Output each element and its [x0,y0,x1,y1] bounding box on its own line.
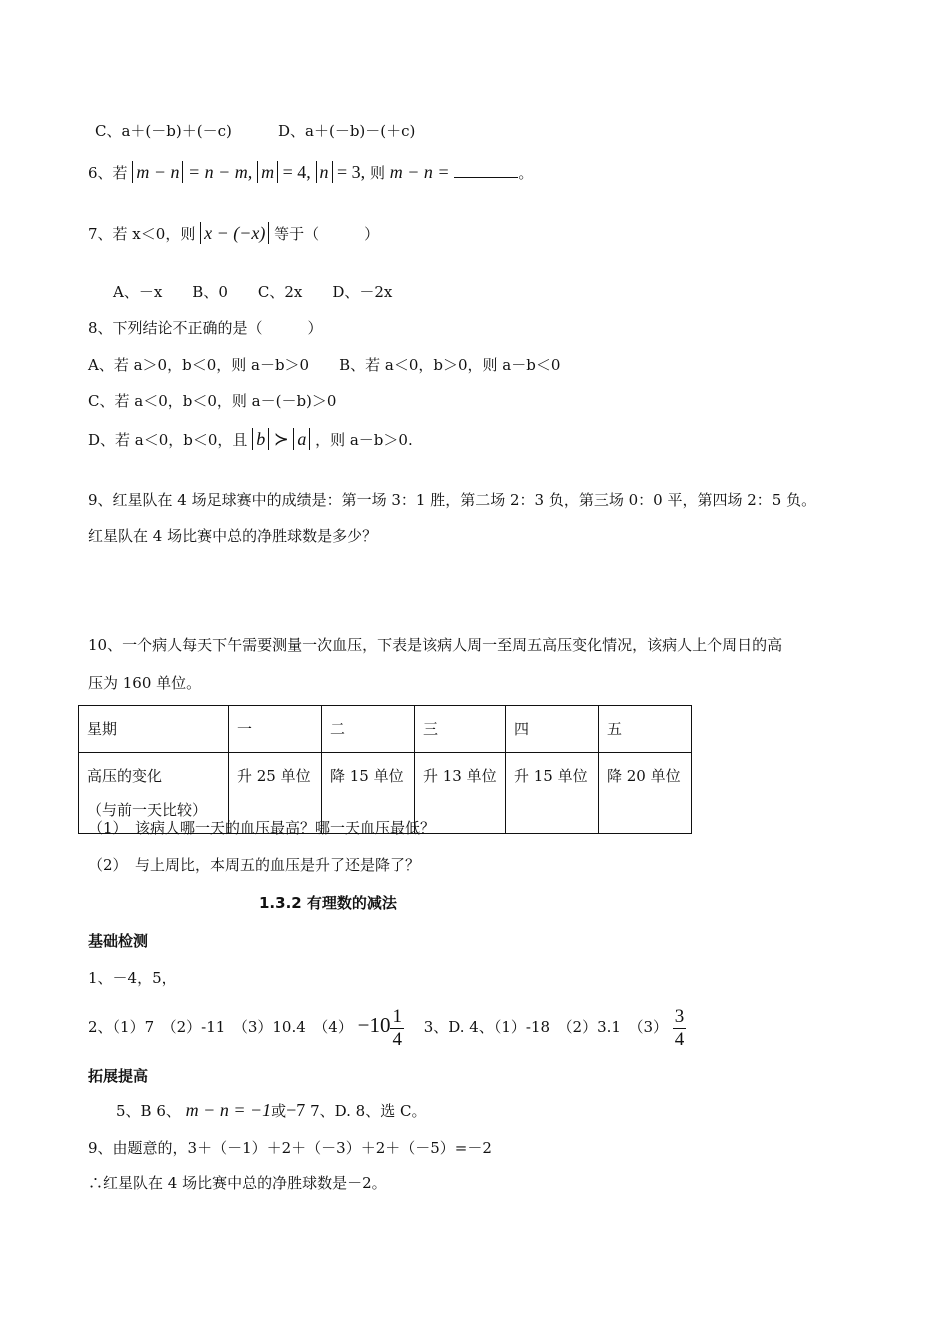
q8-d-prefix: D、若 a＜0，b＜0，且 [88,431,248,449]
table-cell: 升 15 单位 [506,753,599,834]
answer-5-prefix: 5、B 6、 [116,1102,181,1120]
row-label-line-2: （与前一天比较） [87,801,208,819]
answer-2-part-1: 2、（1）7 （2）-11 （3）10.4 （4） [88,1018,353,1036]
q6-eq1: = n − m, [183,162,253,182]
table-header-cell: 四 [506,706,599,753]
table-header-cell: 一 [229,706,322,753]
q8-abs-a: a [293,428,310,450]
table-header-cell: 二 [322,706,415,753]
question-7 [88,222,379,246]
answer-2-part-2: 3、D. 4、（1）-18 （2）3.1 （3） [408,1018,668,1036]
answer-2-fraction [390,1006,404,1051]
answer-2 [88,1002,686,1051]
q10-sub-2: （2） 与上周比，本周五的血压是升了还是降了？ [88,856,421,874]
answer-9-line-2: ∴红星队在 4 场比赛中总的净胜球数是－2。 [88,1174,387,1192]
answer-1: 1、－4，5， [88,969,177,987]
q10-line-2: 压为 160 单位。 [88,674,202,692]
q7-options: A、－x B、0 C、2x D、－2x [113,283,393,301]
q6-then: 则 [369,164,385,182]
q6-end: 。 [518,164,534,182]
q10-line-1: 10、一个病人每天下午需要测量一次血压，下表是该病人周一至周五高压变化情况，该病人上个周日的高 [88,636,783,654]
q6-abs-m: m [257,161,278,183]
table-header-cell: 星期 [79,706,229,753]
table-cell: 升 13 单位 [415,753,506,834]
q7-prefix: 7、若 x＜0，则 [88,225,196,243]
table-cell: 升 25 单位 [229,753,322,834]
extension-heading: 拓展提高 [88,1067,149,1085]
row-label-line-1: 高压的变化 [87,767,163,785]
basic-heading: 基础检测 [88,932,149,950]
fraction-denominator: 4 [674,1028,685,1050]
q6-answer-blank [454,163,518,178]
answer-6-expression: m − n = −1 [185,1100,272,1120]
answer-6-neg7: −7 [286,1100,306,1120]
q6-eq3: = 3, [332,162,366,182]
q8-d-suffix: ，则 a－b＞0. [315,431,413,449]
table-header-cell: 五 [599,706,692,753]
q8-option-c: C、若 a＜0，b＜0，则 a－(－b)＞0 [88,392,337,410]
answer-9-line-1: 9、由题意的，3＋（－1）＋2＋（－3）＋2＋（－5）=－2 [88,1139,492,1157]
q6-prefix: 6、若 [88,164,128,182]
q5-option-c: C、a＋(－b)＋(－c) [95,122,232,140]
table-header-cell: 三 [415,706,506,753]
q8-stem: 8、下列结论不正确的是（ ） [88,319,323,337]
q5-option-d: D、a＋(－b)－(＋c) [278,122,416,140]
answer-5-suffix: 7、D. 8、选 C。 [310,1102,427,1120]
answer-6-or: 或 [271,1102,287,1120]
table-cell: 降 15 单位 [322,753,415,834]
table-cell: 降 20 单位 [599,753,692,834]
answers-title: 1.3.2 有理数的减法 [259,894,397,912]
q9-line-2: 红星队在 4 场比赛中总的净胜球数是多少？ [88,527,378,545]
q6-eq2: = 4, [278,162,311,182]
blood-pressure-table [78,705,692,834]
q6-abs-m-minus-n: m − n [132,161,183,183]
fraction-numerator: 3 [674,1005,685,1027]
q10-sub-1: （1） 该病人哪一天的血压最高？哪一天血压最低？ [88,819,436,837]
q8-options-ab: A、若 a＞0，b＜0，则 a－b＞0 B、若 a＜0，b＞0，则 a－b＜0 [88,356,561,374]
q8-gt: ≻ [269,429,294,449]
question-6 [88,160,533,185]
answer-2-whole: −10 [357,1013,391,1037]
fraction-numerator: 1 [392,1005,402,1027]
fraction-denominator: 4 [392,1028,402,1050]
table-header-row [79,706,692,753]
q7-abs-expression: x − (−x) [200,222,269,244]
answer-5 [116,1098,426,1123]
q8-abs-b: b [252,428,269,450]
q9-line-1: 9、红星队在 4 场足球赛中的成绩是：第一场 3：1 胜，第二场 2：3 负，第三场 0：0 平，第四场 2：5 负。 [88,491,817,509]
q6-abs-n: n [316,161,333,183]
q7-suffix: 等于（ ） [274,225,380,243]
q6-ask: m − n = [389,162,450,182]
answer-4-fraction [673,1006,687,1051]
q8-option-d [88,427,413,452]
